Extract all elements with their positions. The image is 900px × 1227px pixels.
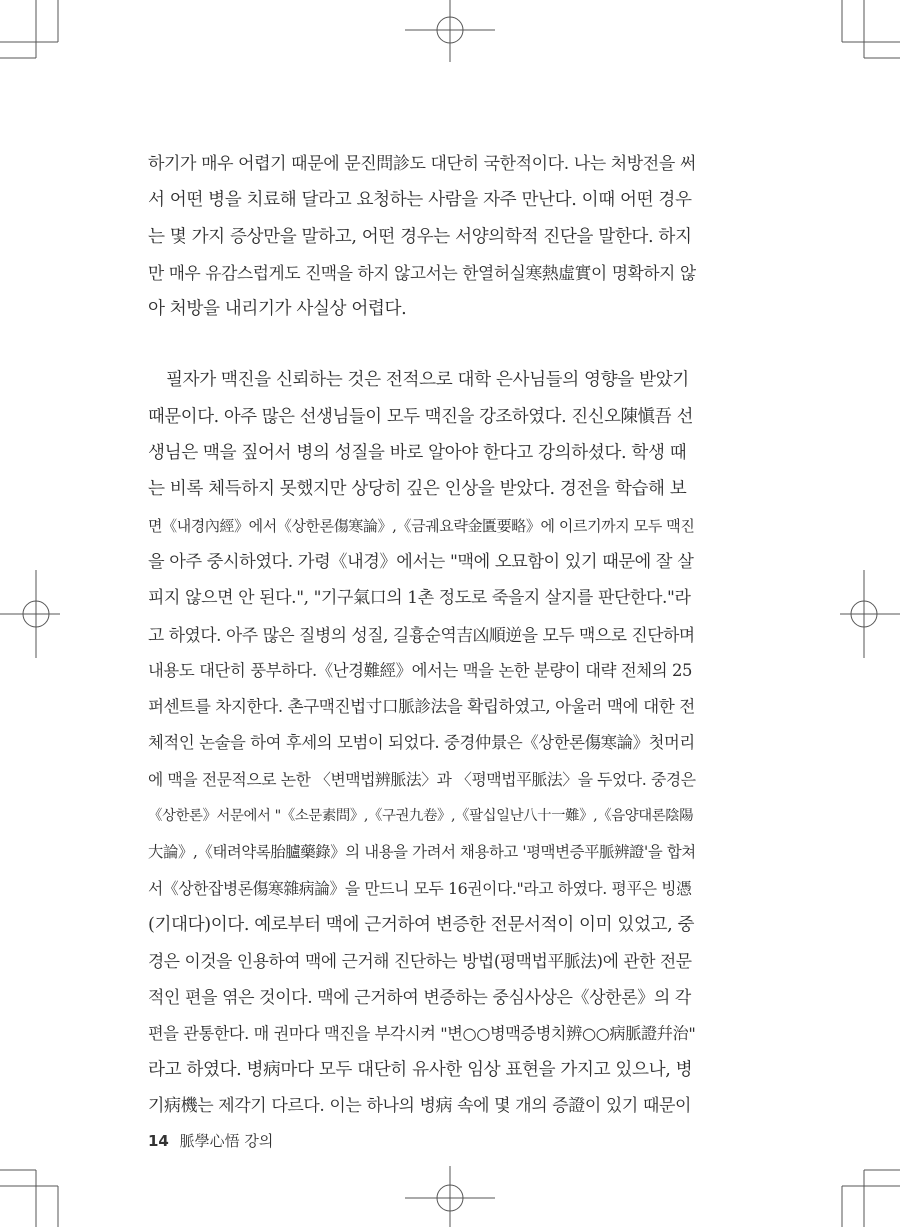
text-line: 편을 관통한다. 매 권마다 맥진을 부각시켜 "변○○병맥증병치辨○○病脈證幷治" bbox=[148, 1023, 696, 1043]
text-line: 면《내경內經》에서《상한론傷寒論》,《금궤요략金匱要略》에 이르기까지 모두 맥진 bbox=[148, 516, 695, 535]
text-line: 만 매우 유감스럽게도 진맥을 하지 않고서는 한열허실寒熱虛實이 명확하지 않 bbox=[148, 262, 696, 283]
paragraph-1 bbox=[148, 146, 696, 327]
text-line: 기病機는 제각기 다르다. 이는 하나의 병病 속에 몇 개의 증證이 있기 때문이 bbox=[148, 1096, 692, 1117]
paragraph-gap bbox=[148, 327, 696, 362]
page-footer bbox=[148, 1130, 273, 1151]
book-title: 脈學心悟 강의 bbox=[179, 1132, 274, 1150]
body-text bbox=[148, 146, 696, 1125]
text-line: 생님은 맥을 짚어서 병의 성질을 바로 알아야 한다고 강의하셨다. 학생 때 bbox=[148, 443, 687, 464]
text-line: 퍼센트를 차지한다. 촌구맥진법寸口脈診法을 확립하였고, 아울러 맥에 대한 전 bbox=[148, 697, 695, 717]
page-number: 14 bbox=[148, 1132, 169, 1150]
text-line: 아 처방을 내리기가 사실상 어렵다. bbox=[148, 299, 407, 320]
text-line: 적인 편을 엮은 것이다. 맥에 근거하여 변증하는 중심사상은《상한론》의 각 bbox=[148, 987, 691, 1008]
paragraph-2 bbox=[148, 362, 696, 1124]
text-line: 필자가 맥진을 신뢰하는 것은 전적으로 대학 은사님들의 영향을 받았기 bbox=[166, 370, 689, 391]
text-line: 체적인 논술을 하여 후세의 모범이 되었다. 중경仲景은《상한론傷寒論》첫머리 bbox=[148, 733, 695, 753]
text-line: 고 하였다. 아주 많은 질병의 성질, 길흉순역吉凶順逆을 모두 맥으로 진단하며 bbox=[148, 624, 695, 645]
text-line: 하기가 매우 어렵기 때문에 문진問診도 대단히 국한적이다. 나는 처방전을 써 bbox=[148, 154, 696, 174]
text-line: 라고 하였다. 병病마다 모두 대단히 유사한 임상 표현을 가지고 있으나, 병 bbox=[148, 1060, 693, 1081]
text-line: (기대다)이다. 예로부터 맥에 근거하여 변증한 전문서적이 이미 있었고, 중 bbox=[148, 914, 695, 935]
text-line: 때문이다. 아주 많은 선생님들이 모두 맥진을 강조하였다. 진신오陳愼吾 선 bbox=[148, 406, 694, 427]
text-line: 피지 않으면 안 된다.", "기구氣口의 1촌 정도로 죽을지 살지를 판단한다."라 bbox=[148, 588, 691, 609]
text-line: 《상한론》서문에서 "《소문素問》,《구권九卷》,《팔십일난八十一難》,《음양대론陰陽 bbox=[148, 808, 694, 825]
text-line: 서《상한잡병론傷寒雜病論》을 만드니 모두 16권이다."라고 하였다. 평平은 빙憑 bbox=[148, 878, 692, 898]
text-line: 는 비록 체득하지 못했지만 상당히 깊은 인상을 받았다. 경전을 학습해 보 bbox=[148, 479, 687, 500]
text-line: 내용도 대단히 풍부하다.《난경難經》에서는 맥을 논한 분량이 대략 전체의 25 bbox=[148, 660, 693, 680]
text-line: 는 몇 가지 증상만을 말하고, 어떤 경우는 서양의학적 진단을 말한다. 하지 bbox=[148, 226, 692, 247]
text-line: 서 어떤 병을 치료해 달라고 요청하는 사람을 자주 만난다. 이때 어떤 경우 bbox=[148, 190, 692, 211]
text-line: 에 맥을 전문적으로 논한 〈변맥법辨脈法〉과 〈평맥법平脈法〉을 두었다. 중경은 bbox=[148, 769, 696, 789]
text-line: 을 아주 중시하였다. 가령《내경》에서는 "맥에 오묘함이 있기 때문에 잘 살 bbox=[148, 551, 694, 572]
text-line: 경은 이것을 인용하여 맥에 근거해 진단하는 방법(평맥법平脈法)에 관한 전문 bbox=[148, 951, 692, 972]
text-line: 大論》,《태려약록胎臚藥錄》의 내용을 가려서 채용하고 '평맥변증平脈辨證'을 합쳐 bbox=[148, 843, 696, 862]
